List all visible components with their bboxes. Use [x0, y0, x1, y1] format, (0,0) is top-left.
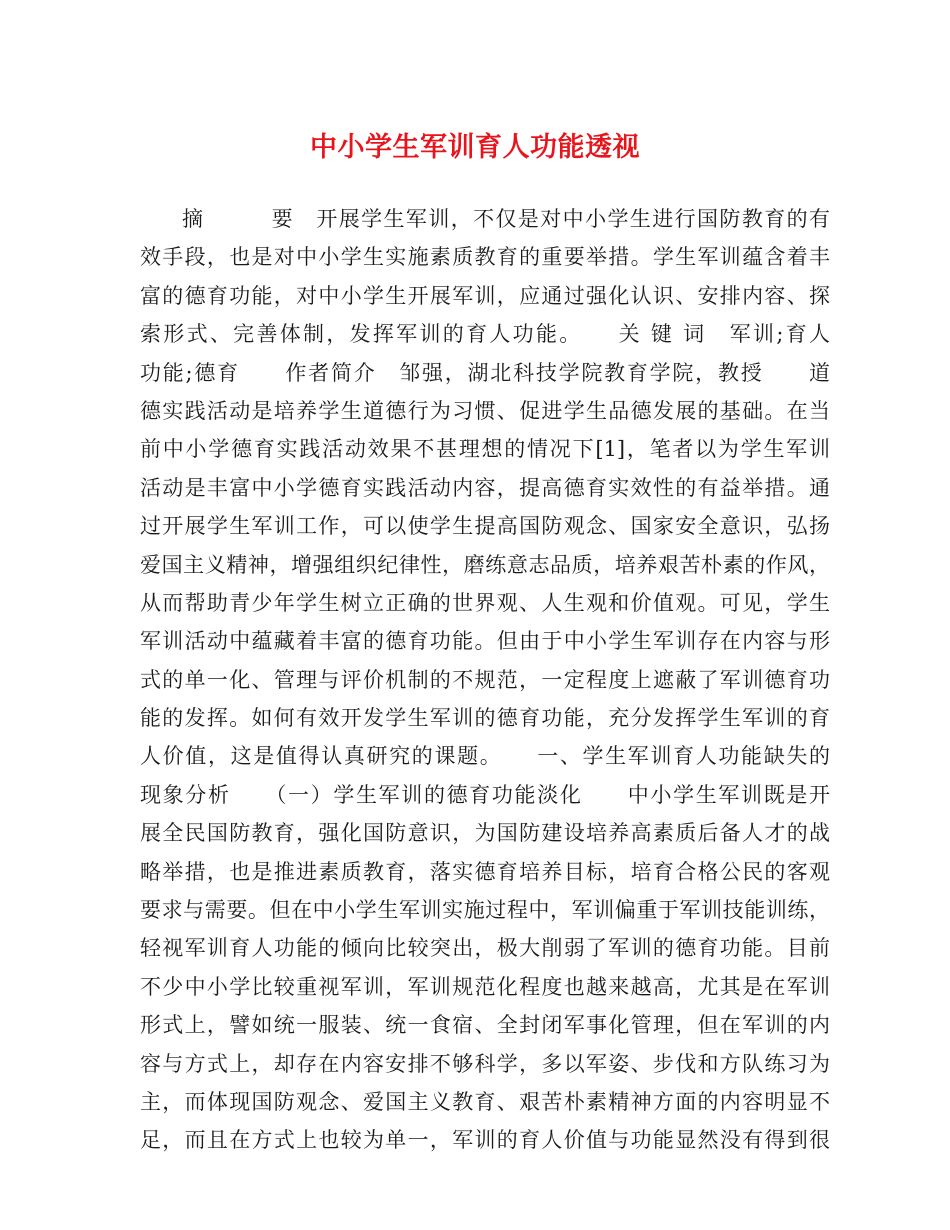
- text-line: 略举措，也是推进素质教育，落实德育培养目标，培育合格公民的客观: [140, 859, 830, 884]
- text-line: 人价值，这是值得认真研究的课题。 一、学生军训育人功能缺失的: [140, 744, 830, 769]
- text-line: 功能;德育 作者简介 邹强，湖北科技学院教育学院，教授 道: [140, 360, 830, 385]
- text-line: 展全民国防教育，强化国防意识，为国防建设培养高素质后备人才的战: [140, 821, 830, 846]
- text-line: 过开展学生军训工作，可以使学生提高国防观念、国家安全意识，弘扬: [140, 514, 830, 539]
- text-line: 索形式、完善体制，发挥军训的育人功能。 关 键 词 军训;育人: [140, 322, 830, 347]
- text-line: 前中小学德育实践活动效果不甚理想的情况下[1]，笔者以为学生军训: [140, 437, 830, 462]
- text-line: 式的单一化、管理与评价机制的不规范，一定程度上遮蔽了军训德育功: [140, 667, 830, 692]
- text-line: 摘 要 开展学生军训，不仅是对中小学生进行国防教育的有: [182, 207, 830, 231]
- text-line: 主，而体现国防观念、爱国主义教育、艰苦朴素精神方面的内容明显不: [140, 1089, 830, 1114]
- text-line: 形式上，譬如统一服装、统一食宿、全封闭军事化管理，但在军训的内: [140, 1013, 830, 1038]
- text-line: 现象分析 （一）学生军训的德育功能淡化 中小学生军训既是开: [140, 782, 830, 807]
- text-line: 军训活动中蕴藏着丰富的德育功能。但由于中小学生军训存在内容与形: [140, 629, 830, 654]
- document-title: 中小学生军训育人功能透视: [310, 132, 640, 163]
- text-line: 轻视军训育人功能的倾向比较突出，极大削弱了军训的德育功能。目前: [140, 936, 830, 961]
- text-line: 爱国主义精神，增强组织纪律性，磨练意志品质，培养艰苦朴素的作风，: [140, 552, 830, 577]
- text-line: 效手段，也是对中小学生实施素质教育的重要举措。学生军训蕴含着丰: [140, 245, 830, 270]
- text-line: 从而帮助青少年学生树立正确的世界观、人生观和价值观。可见，学生: [140, 590, 830, 615]
- text-line: 德实践活动是培养学生道德行为习惯、促进学生品德发展的基础。在当: [140, 398, 830, 423]
- text-line: 足，而且在方式上也较为单一，军训的育人价值与功能显然没有得到很: [140, 1128, 830, 1153]
- text-line: 不少中小学比较重视军训，军训规范化程度也越来越高，尤其是在军训: [140, 974, 830, 999]
- document-body: [140, 200, 830, 1160]
- text-line: 要求与需要。但在中小学生军训实施过程中，军训偏重于军训技能训练，: [140, 898, 830, 923]
- text-line: 活动是丰富中小学德育实践活动内容，提高德育实效性的有益举措。通: [140, 475, 830, 500]
- text-line: 能的发挥。如何有效开发学生军训的德育功能，充分发挥学生军训的育: [140, 706, 830, 731]
- text-line: 富的德育功能，对中小学生开展军训，应通过强化认识、安排内容、探: [140, 283, 830, 308]
- text-line: 容与方式上，却存在内容安排不够科学，多以军姿、步伐和方队练习为: [140, 1051, 830, 1076]
